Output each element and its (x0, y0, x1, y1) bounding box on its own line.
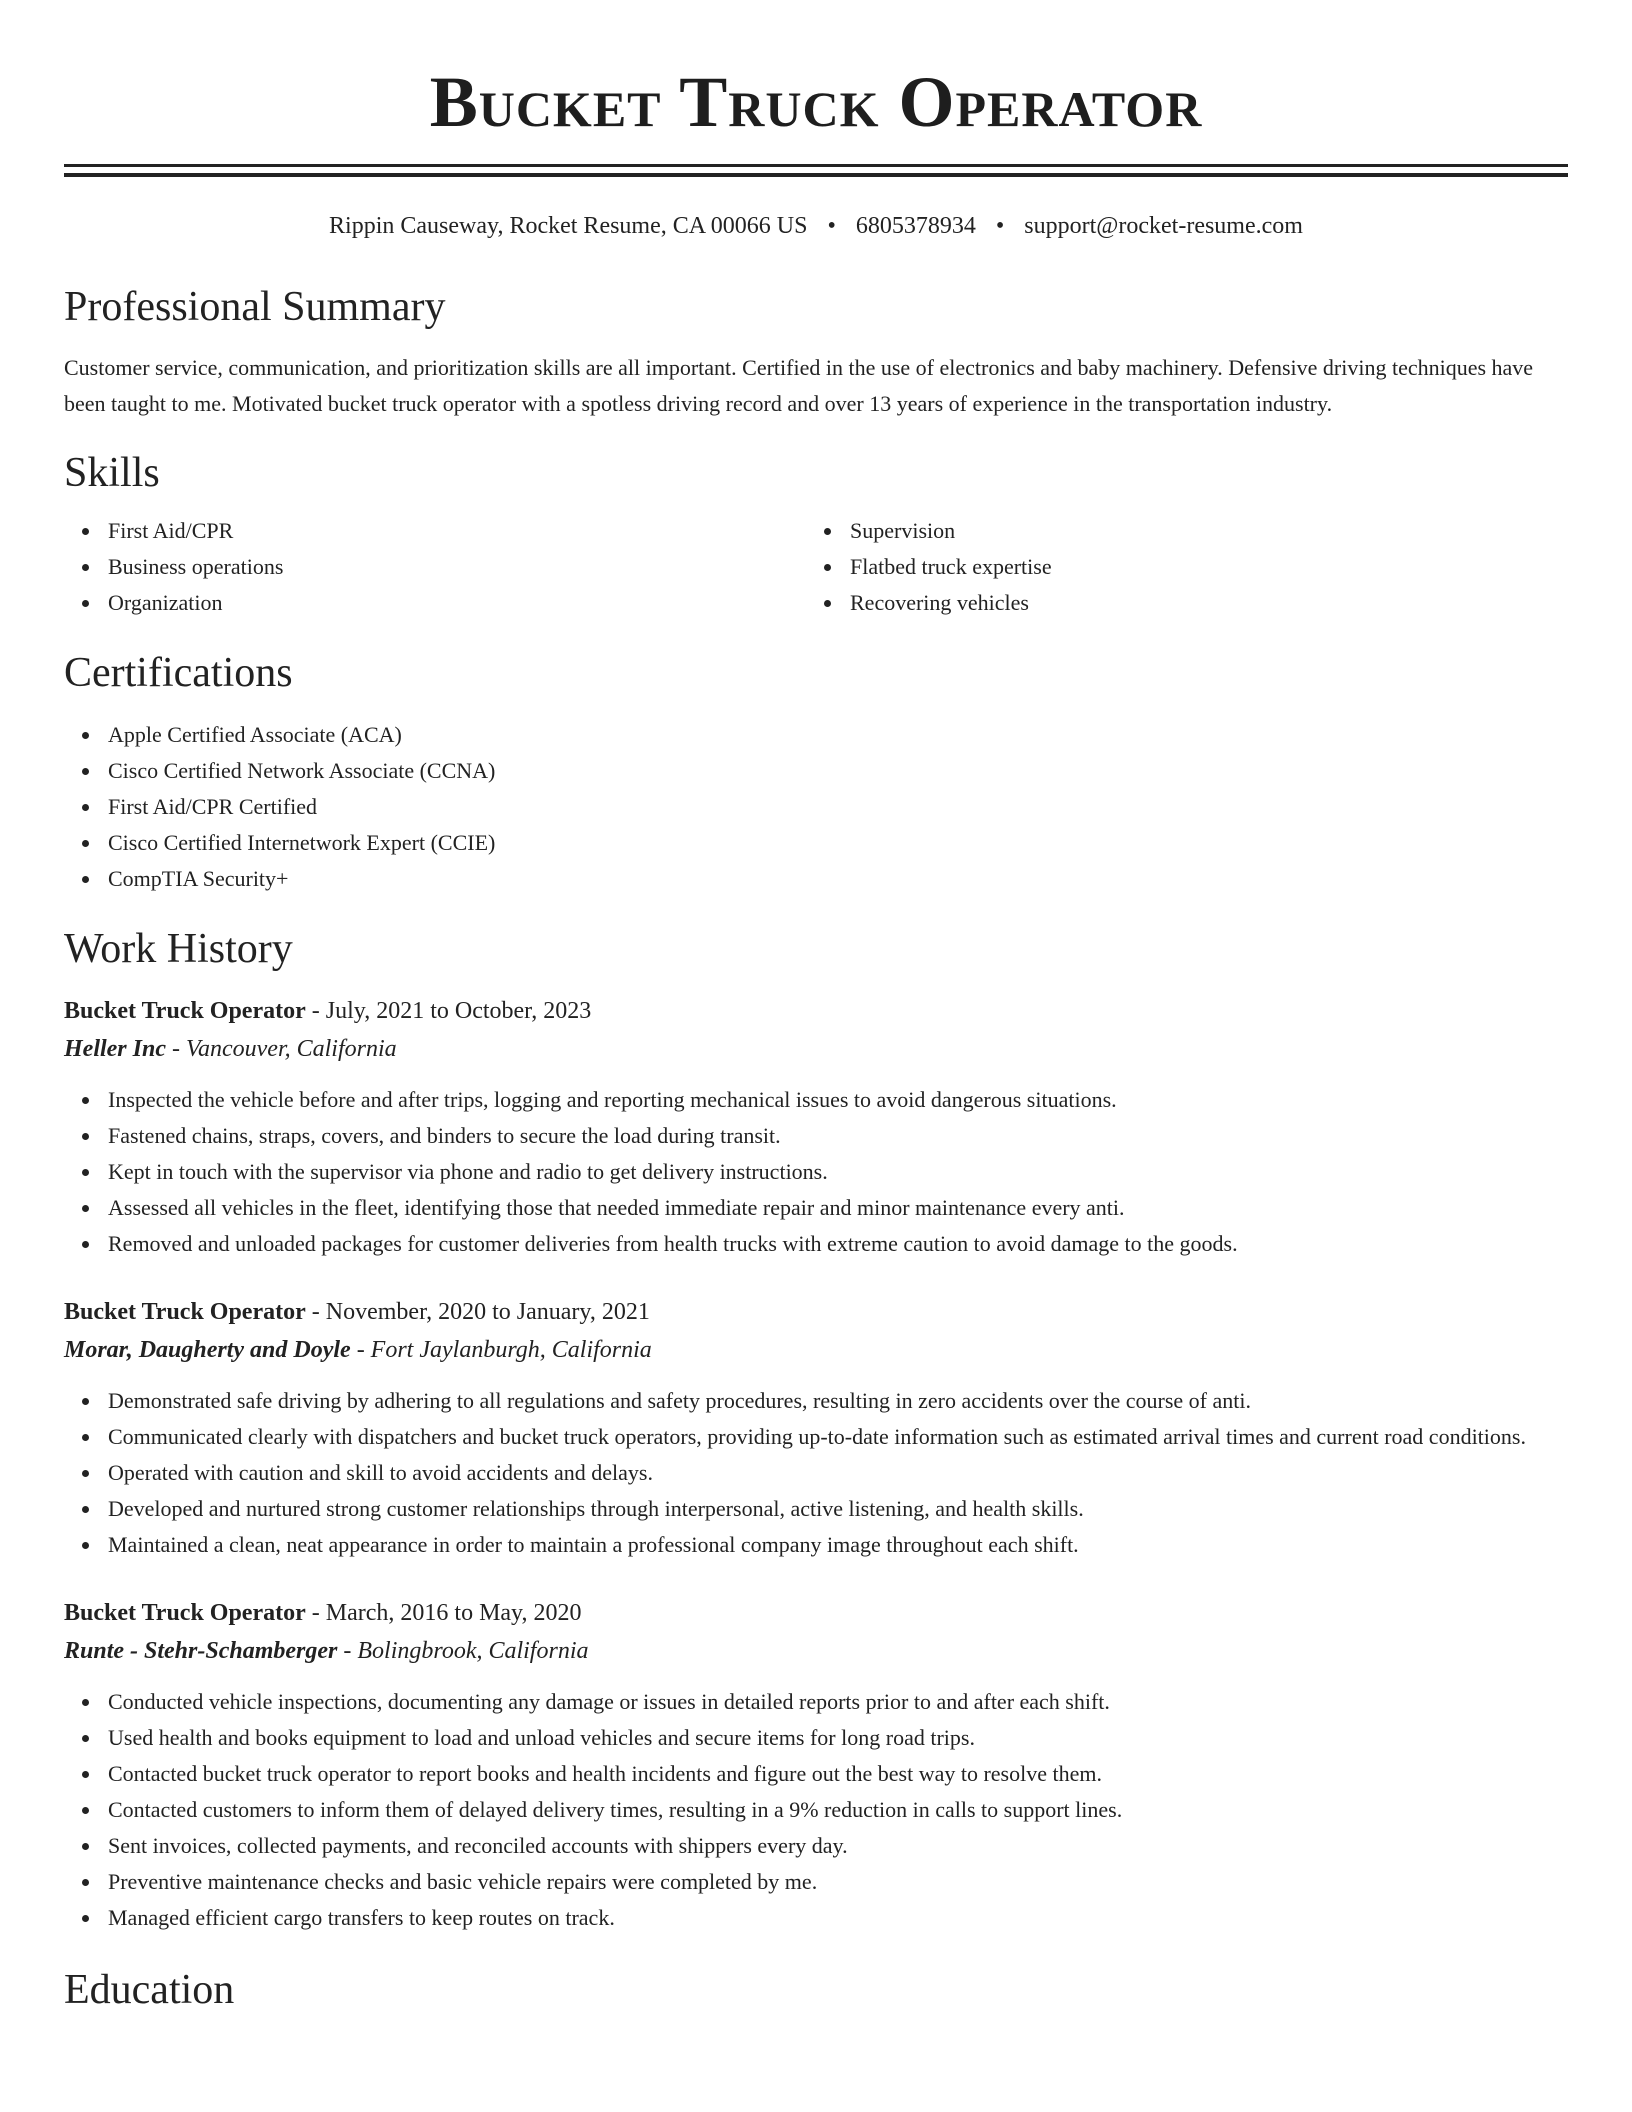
job-company: Heller Inc (64, 1036, 166, 1062)
contact-separator: • (827, 213, 836, 239)
summary-heading: Professional Summary (64, 284, 446, 330)
education-heading: Education (64, 1967, 235, 2013)
work-history-heading: Work History (64, 926, 293, 972)
job-title: Bucket Truck Operator (64, 1299, 306, 1325)
job-bullets (64, 1383, 1568, 1563)
certification-item: First Aid/CPR Certified (64, 789, 1568, 825)
job-company-line (64, 1030, 1568, 1068)
job-dates: - March, 2016 to May, 2020 (305, 1600, 582, 1626)
job-location: - Fort Jaylanburgh, California (350, 1337, 652, 1363)
skill-item: Flatbed truck expertise (806, 549, 1548, 585)
job-company: Morar, Daugherty and Doyle (64, 1337, 351, 1363)
job-location: - Vancouver, California (166, 1036, 397, 1062)
job-bullet: Used health and books equipment to load and unload vehicles and secure items for long road trips. (64, 1720, 1568, 1756)
certification-item: Cisco Certified Network Associate (CCNA) (64, 753, 1568, 789)
job-bullet: Assessed all vehicles in the fleet, identifying those that needed immediate repair and minor maintenance every anti. (64, 1190, 1568, 1226)
job-entry (64, 1293, 1568, 1563)
contact-address: Rippin Causeway, Rocket Resume, CA 00066 US (329, 213, 808, 239)
skill-item: Organization (64, 585, 806, 621)
skill-item: Business operations (64, 549, 806, 585)
summary-text: Customer service, communication, and prioritization skills are all important. Certified in the use of electronics and baby machinery. Defensive driving techniques have been taught to me. Motivated bucket truck operator with a spotless driving record and over 13 years of experience in the transportation industry. (64, 355, 1534, 416)
job-entry (64, 1594, 1568, 1936)
job-bullet: Maintained a clean, neat appearance in order to maintain a professional company image throughout each shift. (64, 1527, 1568, 1563)
job-bullet: Kept in touch with the supervisor via phone and radio to get delivery instructions. (64, 1154, 1568, 1190)
skill-item: First Aid/CPR (64, 513, 806, 549)
certification-item: Apple Certified Associate (ACA) (64, 717, 1568, 753)
job-bullet: Operated with caution and skill to avoid accidents and delays. (64, 1455, 1568, 1491)
job-company: Runte - Stehr-Schamberger (64, 1638, 338, 1664)
job-bullet: Fastened chains, straps, covers, and binders to secure the load during transit. (64, 1118, 1568, 1154)
job-bullet: Communicated clearly with dispatchers and bucket truck operators, providing up-to-date information such as estimated arrival times and current road conditions. (64, 1419, 1568, 1455)
contact-phone: 6805378934 (855, 213, 976, 239)
job-bullet: Inspected the vehicle before and after trips, logging and reporting mechanical issues to avoid dangerous situations. (64, 1082, 1568, 1118)
job-bullet: Developed and nurtured strong customer relationships through interpersonal, active listening, and health skills. (64, 1491, 1568, 1527)
job-bullet: Contacted bucket truck operator to report books and health incidents and figure out the best way to resolve them. (64, 1756, 1568, 1792)
job-entry (64, 992, 1568, 1262)
job-company-line (64, 1331, 1568, 1369)
skills-column-left (64, 513, 806, 621)
contact-line (64, 211, 1568, 241)
job-bullet: Sent invoices, collected payments, and reconciled accounts with shippers every day. (64, 1828, 1568, 1864)
resume-page (64, 0, 1568, 2015)
job-bullet: Conducted vehicle inspections, documenting any damage or issues in detailed reports prior to and after each shift. (64, 1684, 1568, 1720)
job-bullets (64, 1684, 1568, 1936)
contact-email: support@rocket-resume.com (1024, 213, 1303, 239)
skill-item: Supervision (806, 513, 1548, 549)
job-company-line (64, 1632, 1568, 1670)
job-bullet: Demonstrated safe driving by adhering to all regulations and safety procedures, resulting in zero accidents over the course of anti. (64, 1383, 1568, 1419)
job-dates: - July, 2021 to October, 2023 (305, 998, 592, 1024)
job-location: - Bolingbrook, California (337, 1638, 589, 1664)
job-title-line (64, 992, 1568, 1030)
job-bullet: Managed efficient cargo transfers to keep routes on track. (64, 1900, 1568, 1936)
job-title: Bucket Truck Operator (64, 998, 306, 1024)
job-bullet: Contacted customers to inform them of delayed delivery times, resulting in a 9% reduction in calls to support lines. (64, 1792, 1568, 1828)
job-bullet: Preventive maintenance checks and basic vehicle repairs were completed by me. (64, 1864, 1568, 1900)
contact-separator: • (995, 213, 1005, 239)
job-dates: - November, 2020 to January, 2021 (305, 1299, 650, 1325)
skills-column-right (806, 513, 1548, 621)
job-bullets (64, 1082, 1568, 1262)
certifications-list (64, 717, 1568, 897)
skills-list (64, 513, 1568, 621)
resume-name: Bucket Truck Operator (429, 62, 1203, 142)
skills-heading: Skills (64, 450, 160, 496)
skill-item: Recovering vehicles (806, 585, 1548, 621)
job-title-line (64, 1293, 1568, 1331)
certifications-heading: Certifications (64, 650, 293, 696)
header-rule-thick (64, 173, 1568, 177)
certification-item: Cisco Certified Internetwork Expert (CCIE) (64, 825, 1568, 861)
job-bullet: Removed and unloaded packages for customer deliveries from health trucks with extreme caution to avoid damage to the goods. (64, 1226, 1568, 1262)
header-rule-thin (64, 164, 1568, 167)
job-title-line (64, 1594, 1568, 1632)
certification-item: CompTIA Security+ (64, 861, 1568, 897)
job-title: Bucket Truck Operator (64, 1600, 306, 1626)
